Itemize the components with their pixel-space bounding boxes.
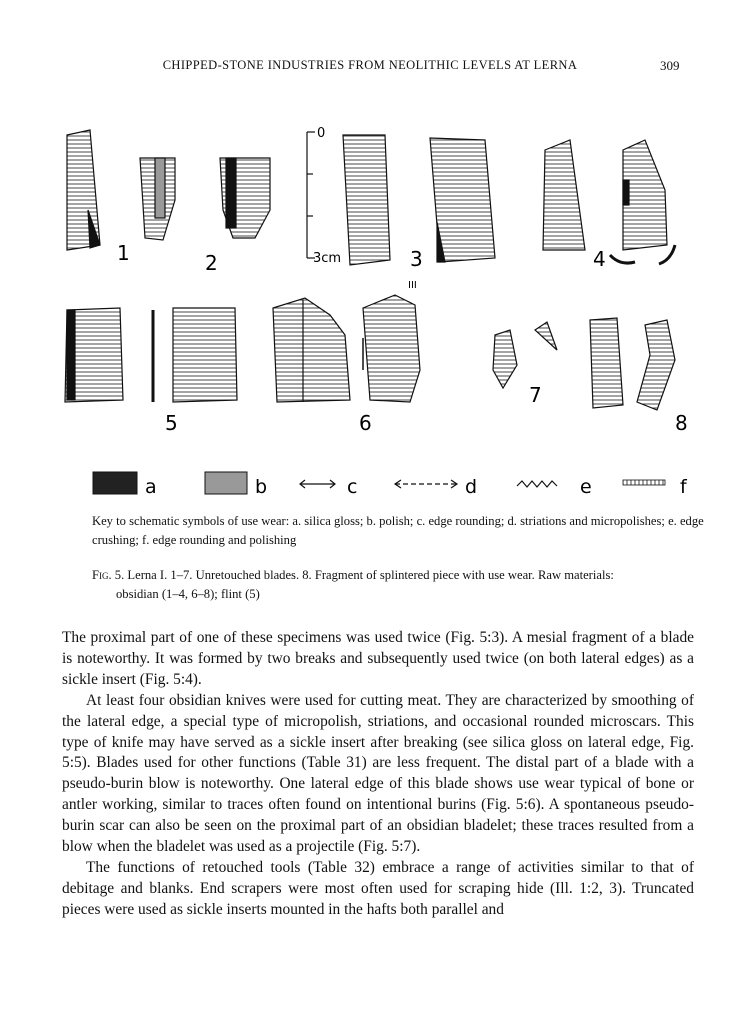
artifact-number-5: 5 bbox=[165, 411, 178, 435]
scale-bar bbox=[307, 132, 315, 258]
artifact-1 bbox=[67, 130, 100, 250]
artifact-number-4: 4 bbox=[593, 247, 606, 271]
artifact-7 bbox=[493, 322, 557, 388]
page-number: 309 bbox=[660, 58, 680, 73]
legend-symbol-d bbox=[395, 480, 457, 488]
artifact-number-2: 2 bbox=[205, 251, 218, 275]
legend-label-c: c bbox=[347, 476, 358, 498]
legend-label-e: e bbox=[580, 476, 592, 498]
paragraph: The functions of retouched tools (Table 32) embrace a range of activities similar to that of debitage and blanks. End scrapers were most often used for scraping hide (Ill. 1:2, 3). Truncated pieces were used as sickle inserts mounted in the hafts both parallel and bbox=[62, 858, 694, 918]
artifact-8 bbox=[590, 318, 675, 410]
burin-mark: III bbox=[408, 280, 417, 291]
artifact-number-6: 6 bbox=[359, 411, 372, 435]
legend-symbol-e bbox=[517, 481, 557, 487]
legend-label-d: d bbox=[465, 476, 478, 498]
legend-label-a: a bbox=[145, 476, 157, 498]
figure-caption bbox=[92, 566, 704, 603]
legend-symbol-f bbox=[623, 480, 665, 485]
scale-top-label: 0 bbox=[317, 126, 326, 141]
running-title: CHIPPED-STONE INDUSTRIES FROM NEOLITHIC LEVELS AT LERNA bbox=[162, 58, 578, 72]
artifact-3 bbox=[343, 135, 495, 265]
body-text bbox=[62, 628, 694, 921]
legend-symbol-c bbox=[300, 480, 335, 488]
artifact-6 bbox=[273, 295, 420, 402]
legend bbox=[93, 472, 688, 498]
figure-drawings bbox=[45, 110, 725, 510]
artifact-number-7: 7 bbox=[529, 383, 542, 407]
artifact-5 bbox=[65, 308, 237, 402]
figure-5 bbox=[45, 110, 725, 510]
paragraph: The proximal part of one of these specimens was used twice (Fig. 5:3). A mesial fragment of a blade is noteworthy. It was formed by two breaks and subsequently used twice (on both lateral edges) as a sickle insert (Fig. 5:4). bbox=[62, 629, 694, 688]
legend-swatch-b bbox=[205, 472, 247, 494]
paragraph: At least four obsidian knives were used for cutting meat. They are characterized by smoothing of the lateral edge, a special type of micropolish, striations, and occasional rounded microscars. This type of knife may have served as a sickle insert after breaking (see silica gloss on lateral edge, Fig. 5:5). Blades used for other functions (Table 31) are less frequent. The distal part of a blade with a pseudo-burin blow is noteworthy. One lateral edge of this blade shows use wear typical of bone or antler working, similar to traces often found on intentional burins (Fig. 5:6). A spontaneous pseudo-burin scar can also be seen on the proximal part of an obsidian bladelet; these traces resulted from a blow when the bladelet was used as a projectile (Fig. 5:7). bbox=[62, 691, 694, 856]
artifact-number-8: 8 bbox=[675, 411, 688, 435]
key-caption: Key to schematic symbols of use wear: a. silica gloss; b. polish; c. edge rounding; d. striations and micropolishes; e. edge crushing; f. edge rounding and polishing bbox=[92, 514, 704, 547]
legend-swatch-a bbox=[93, 472, 137, 494]
artifact-number-1: 1 bbox=[117, 241, 130, 265]
artifact-4 bbox=[543, 140, 675, 264]
figure-caption-line-2: obsidian (1–4, 6–8); flint (5) bbox=[116, 586, 260, 601]
figure-number: Fig. 5. bbox=[92, 568, 125, 582]
artifact-number-3: 3 bbox=[410, 247, 423, 271]
scale-bottom-label: 3cm bbox=[313, 251, 342, 266]
figure-caption-line-1: Lerna I. 1–7. Unretouched blades. 8. Fragment of splintered piece with use wear. Raw materials: bbox=[127, 568, 614, 582]
legend-label-b: b bbox=[255, 476, 268, 498]
legend-label-f: f bbox=[680, 476, 687, 498]
artifact-2 bbox=[140, 158, 270, 240]
